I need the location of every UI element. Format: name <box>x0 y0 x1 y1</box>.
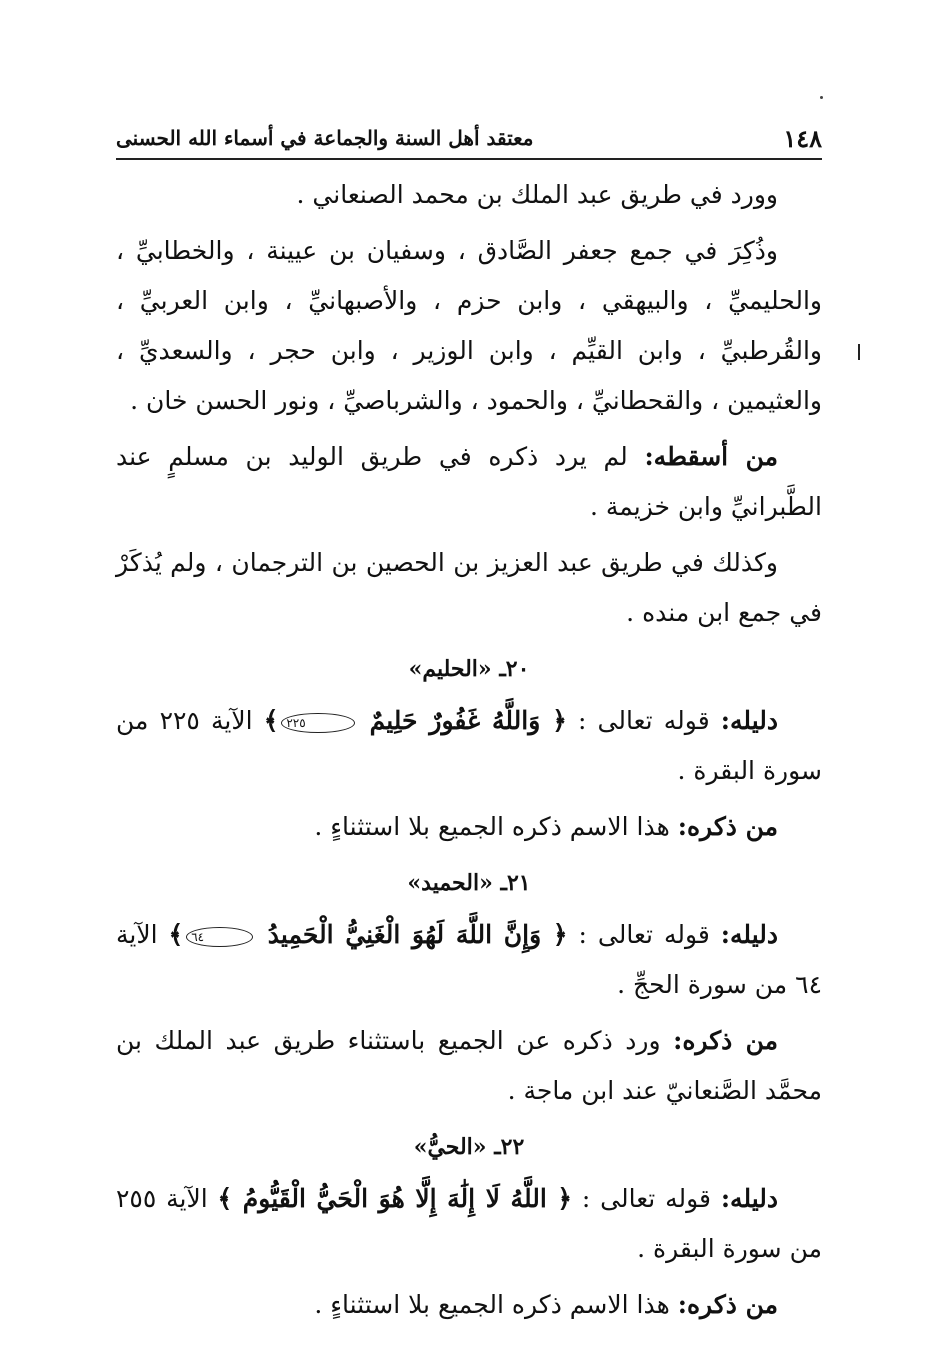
evidence-reference: الآية ٦٤ من سورة الحجِّ . <box>116 920 822 999</box>
paragraph: وذُكِرَ في جمع جعفر الصَّادق ، وسفيان بن عيينة ، والخطابيِّ ، والحليميِّ ، والبيهقي ، وابن حزم ، والأصبهانيِّ ، وابن العربيِّ ، والقُرطبيِّ ، وابن القيِّم ، وابن الوزير ، وابن حجر ، والسعديِّ ، والعثيمين ، والقحطانيِّ ، والحمود ، والشرباصيِّ ، ونور الحسن خان . <box>116 236 823 415</box>
page-body <box>116 170 822 1336</box>
quran-verse: وَإِنَّ اللَّهَ لَهُوَ الْغَنِيُّ الْحَمِيدُ <box>256 920 553 949</box>
mention-text: هذا الاسم ذكره الجميع بلا استثناءٍ . <box>314 812 678 841</box>
page-number: ١٤٨ <box>783 123 822 153</box>
quran-verse: اللَّهُ لَا إِلَٰهَ إِلَّا هُوَ الْحَيُّ الْقَيُّومُ <box>232 1184 558 1213</box>
section-title: ٢٢ـ «الحيُّ» <box>413 1134 525 1160</box>
evidence-intro: قوله تعالى : <box>566 706 721 735</box>
evidence-reference: الآية ٢٥٥ من سورة البقرة . <box>116 1184 822 1263</box>
evidence-line <box>116 1174 822 1274</box>
mention-text: ورد ذكره عن الجميع باستثناء طريق عبد الملك بن محمَّد الصَّنعانيّ عند ابن ماجة . <box>116 1026 822 1105</box>
running-title: معتقد أهل السنة والجماعة في أسماء الله الحسنى <box>116 126 534 150</box>
evidence-label: دليله: <box>720 920 778 949</box>
evidence-intro: قوله تعالى : <box>567 920 721 949</box>
evidence-label: دليله: <box>720 1184 779 1213</box>
ayah-number-mark: ٢٢٥ <box>281 713 354 733</box>
paragraph-omitted-by <box>116 432 822 532</box>
mention-label: من ذكره: <box>677 1290 778 1319</box>
paragraph: وورد في طريق عبد الملك بن محمد الصنعاني . <box>296 180 778 209</box>
mention-label: من ذكره: <box>673 1026 778 1055</box>
speck <box>820 96 823 99</box>
evidence-intro: قوله تعالى : <box>572 1184 721 1213</box>
verse-open-bracket: ﴿ <box>552 706 567 735</box>
mention-text: هذا الاسم ذكره الجميع بلا استثناءٍ . <box>314 1290 678 1319</box>
margin-mark <box>858 344 860 360</box>
quran-verse: وَاللَّهُ غَفُورٌ حَلِيمٌ <box>357 706 553 735</box>
evidence-label: دليله: <box>720 706 778 735</box>
omitted-by-label: من أسقطه: <box>644 442 778 471</box>
omitted-by-text: لم يرد ذكره في طريق الوليد بن مسلمٍ عند الطَّبرانيِّ وابن خزيمة . <box>116 442 822 521</box>
verse-open-bracket: ﴿ <box>557 1184 573 1213</box>
section-title: ٢٠ـ «الحليم» <box>408 656 530 682</box>
evidence-line <box>116 910 822 1010</box>
section-title: ٢١ـ «الحميد» <box>407 870 531 896</box>
mention-line <box>116 1016 822 1116</box>
evidence-line <box>116 696 822 796</box>
paragraph: وكذلك في طريق عبد العزيز بن الحصين بن الترجمان ، ولم يُذكَرْ في جمع ابن منده . <box>116 548 822 627</box>
page-header <box>116 118 822 160</box>
verse-close-bracket: ﴾ <box>263 706 279 735</box>
evidence-reference: الآية ٢٢٥ من سورة البقرة . <box>116 706 822 785</box>
verse-open-bracket: ﴿ <box>552 920 568 949</box>
mention-line <box>116 1280 822 1330</box>
verse-close-bracket: ﴾ <box>168 920 184 949</box>
mention-line <box>116 802 822 852</box>
mention-label: من ذكره: <box>677 812 778 841</box>
ayah-number-mark: ٦٤ <box>186 927 253 947</box>
verse-close-bracket: ﴾ <box>217 1184 233 1213</box>
